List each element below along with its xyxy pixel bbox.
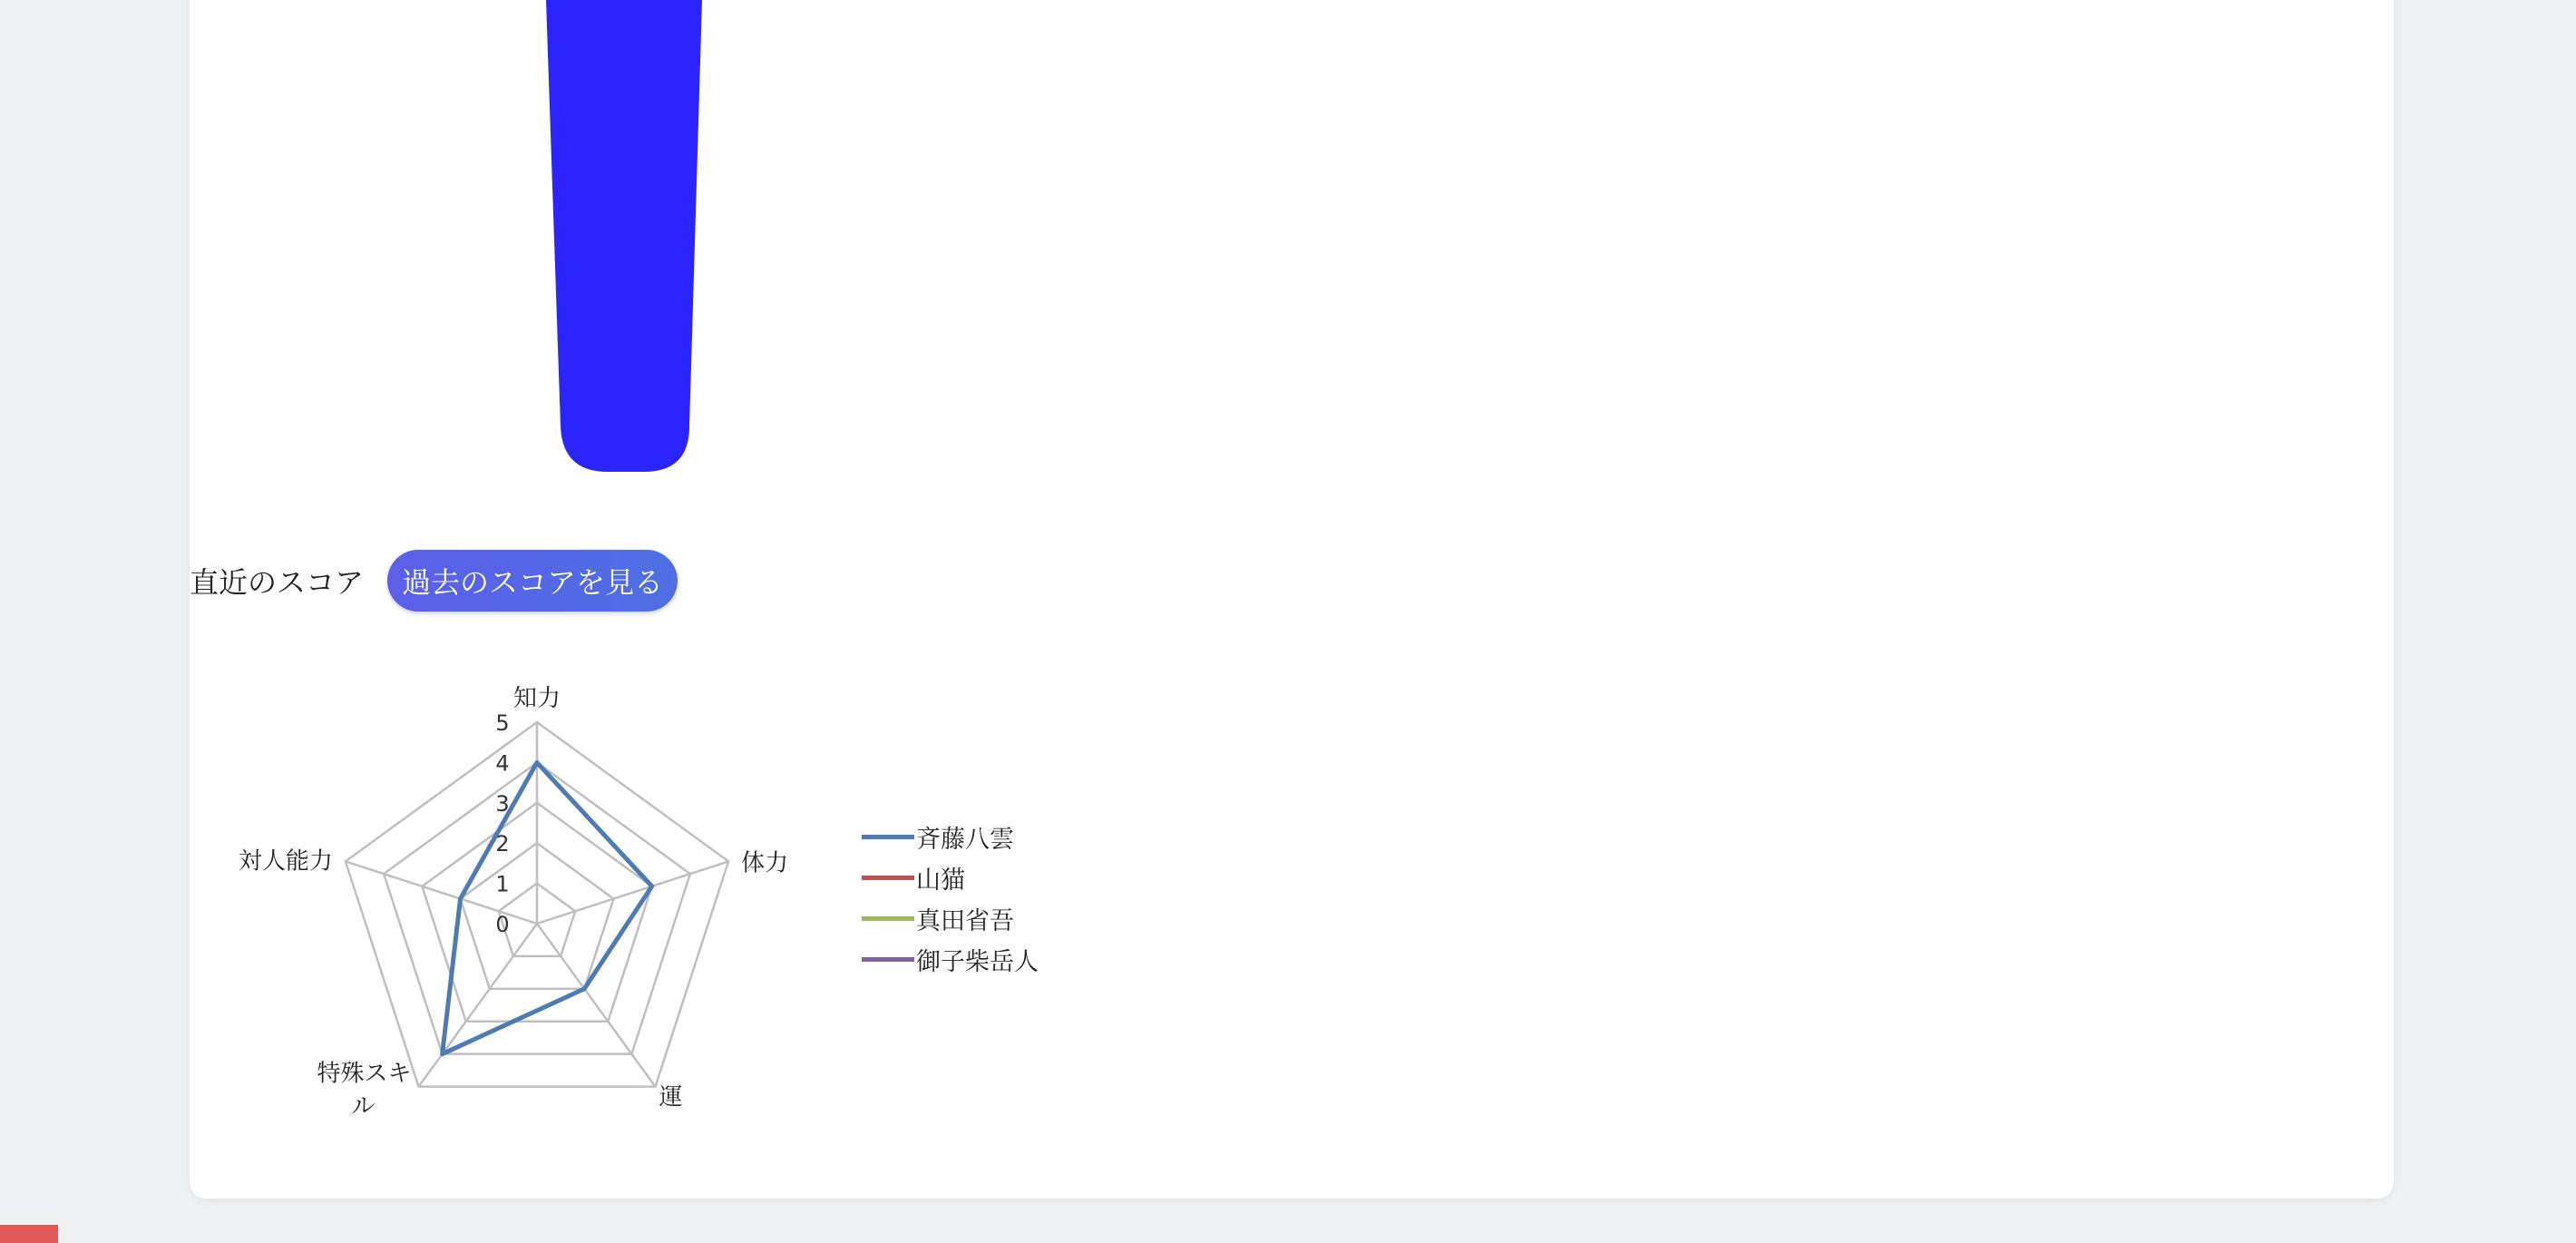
radar-tick-label: 5: [495, 710, 510, 736]
radar-axis-label: 運: [659, 1083, 683, 1111]
legend-item: [862, 817, 1061, 857]
legend-item: [862, 898, 1061, 939]
legend-label: 御子柴岳人: [916, 948, 1039, 976]
radar-tick-label: 3: [495, 790, 510, 817]
legend-swatch: [862, 916, 914, 921]
radar-tick-label: 1: [495, 871, 510, 897]
radar-tick-label: 2: [495, 831, 510, 857]
legend-swatch: [862, 957, 914, 962]
radar-axis-label: 知力: [512, 685, 561, 712]
radar-tick-label: 0: [495, 912, 510, 937]
radar-spoke: [419, 924, 537, 1087]
legend-label: 斉藤八雲: [916, 826, 1014, 854]
radar-axis-label: 体力: [741, 849, 789, 877]
recent-score-label: 直近のスコア: [190, 565, 365, 600]
corner-indicator: [0, 1225, 58, 1243]
bar-chart: [535, 0, 717, 481]
legend-item: [862, 939, 1061, 980]
recent-score-header: [190, 548, 678, 613]
radar-tick-label: 4: [495, 750, 510, 777]
legend-swatch: [862, 835, 914, 839]
view-past-scores-button[interactable]: 過去のスコアを見る: [387, 550, 678, 612]
radar-axis-label: 特殊スキル: [317, 1060, 412, 1121]
radar-axis-label: 対人能力: [238, 847, 333, 876]
radar-legend: [862, 817, 1061, 980]
bar-mark: [546, 0, 702, 472]
legend-label: 真田省吾: [916, 907, 1014, 935]
legend-label: 山猫: [916, 866, 965, 895]
radar-spoke: [537, 924, 655, 1087]
legend-item: [862, 857, 1061, 898]
legend-swatch: [862, 876, 914, 880]
